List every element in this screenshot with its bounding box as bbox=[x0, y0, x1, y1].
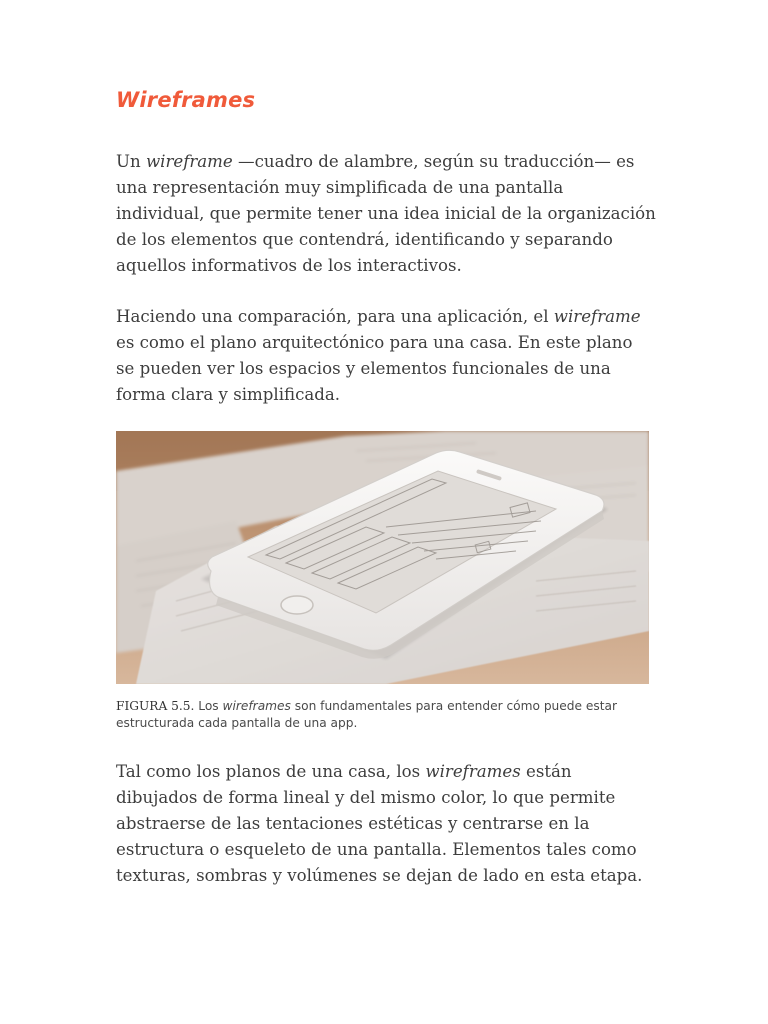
paragraph-definition bbox=[116, 149, 656, 279]
paragraph-text: están dibujados de forma lineal y del mismo color, lo que permite abstraerse de las tentaciones estéticas y centrarse en la estructura o esqueleto de una pantalla. Elementos tales como texturas, sombras y volúmenes se dejan de lado en esta etapa. bbox=[116, 762, 643, 885]
paragraph-text: Tal como los planos de una casa, los bbox=[116, 762, 426, 781]
paragraph-text: —cuadro de alambre, según su traducción— es una representación muy simplificada de una pantalla individual, que permite tener una idea inicial de la organización de los elementos que contendrá, identificando y separando aquellos informativos de los interactivos. bbox=[116, 152, 656, 275]
paragraph-comparison bbox=[116, 304, 656, 408]
figure-caption bbox=[116, 698, 656, 732]
figure-label: FIGURA 5.5. bbox=[116, 699, 195, 713]
figure-image-wireframe-phone bbox=[116, 431, 649, 684]
paragraph-blueprint-analogy bbox=[116, 759, 656, 889]
section-title: Wireframes bbox=[116, 88, 256, 112]
emphasis-term: wireframes bbox=[425, 762, 521, 781]
phone-on-paper-illustration bbox=[116, 431, 649, 684]
caption-text: son fundamentales para entender cómo puede estar estructurada cada pantalla de una app. bbox=[116, 699, 617, 730]
paragraph-text: Haciendo una comparación, para una aplicación, el bbox=[116, 307, 554, 326]
emphasis-term: wireframe bbox=[553, 307, 641, 326]
caption-text: Los bbox=[194, 699, 223, 713]
paragraph-text: Un bbox=[116, 152, 146, 171]
emphasis-term: wireframes bbox=[222, 699, 291, 713]
emphasis-term: wireframe bbox=[145, 152, 233, 171]
paragraph-text: es como el plano arquitectónico para una casa. En este plano se pueden ver los espacios y elementos funcionales de una forma clara y simplificada. bbox=[116, 333, 633, 404]
